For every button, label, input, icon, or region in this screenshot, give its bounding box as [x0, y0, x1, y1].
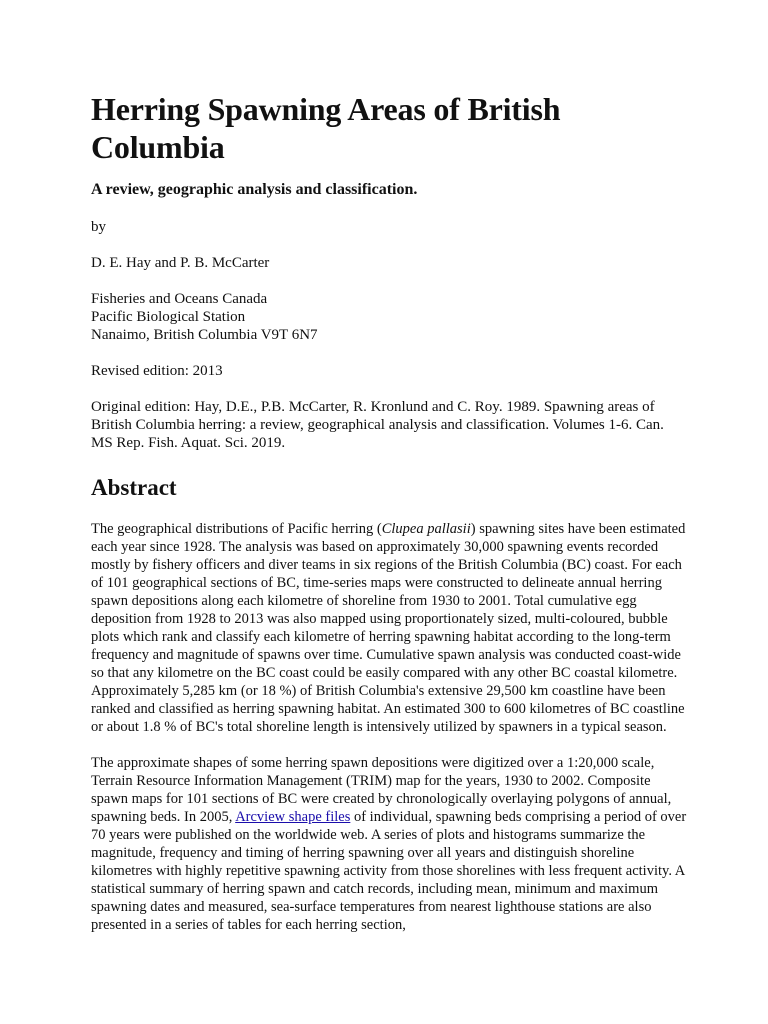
abstract-paragraph-2	[91, 754, 688, 934]
authors: D. E. Hay and P. B. McCarter	[91, 255, 270, 271]
byline: by	[91, 219, 106, 235]
affiliation-line-1: Fisheries and Oceans Canada	[91, 291, 268, 307]
abstract-p2-start: The approximate shapes of some herring spawn depositions were digitized over a 1:20,000 scale, Terrain Resource Information Management (TRIM) map for the years, 1930 to 2002. Composite spawn maps for 101 sections of BC were created by chronologically overlaying polygons of annual, spawning beds. In 2005,	[91, 755, 672, 825]
abstract-body	[91, 520, 688, 934]
affiliation-line-2: Pacific Biological Station	[91, 309, 246, 325]
abstract-p2-end: of individual, spawning beds comprising a period of over 70 years were published on the worldwide web. A series of plots and histograms summarize the magnitude, frequency and timing of herring spawning over all years and distinguish shoreline kilometres with highly repetitive spawning activity from those shorelines with less frequent activity. A statistical summary of herring spawn and catch records, including mean, minimum and maximum spawning dates and measured, sea-surface temperatures from nearest lighthouse stations are also presented in a series of tables for each herring section,	[91, 809, 687, 933]
arcview-shape-files-link[interactable]: Arcview shape files	[235, 809, 351, 825]
species-name: Clupea pallasii	[381, 521, 471, 537]
original-edition: Original edition: Hay, D.E., P.B. McCarter, R. Kronlund and C. Roy. 1989. Spawning areas of British Columbia herring: a review, geographical analysis and classification. Volumes 1-6. Can. MS Rep. Fish. Aquat. Sci. 2019.	[91, 399, 664, 451]
document-subtitle: A review, geographic analysis and classification.	[91, 181, 418, 198]
abstract-p1-end: ) spawning sites have been estimated each year since 1928. The analysis was based on approximately 30,000 spawning events recorded mostly by fishery officers and diver teams in six regions of the British Columbia (BC) coast. For each of 101 geographical sections of BC, time-series maps were constructed to delineate annual herring spawn depositions along each kilometre of shoreline from 1930 to 2001. Total cumulative egg deposition from 1928 to 2013 was also mapped using proportionately sized, multi-coloured, bubble plots which rank and classify each kilometre of herring spawning habitat according to the long-term frequency and magnitude of spawns over time. Cumulative spawn analysis was conducted coast-wide so that any kilometre on the BC coast could be easily compared with any other BC coastal kilometre. Approximately 5,285 km (or 18 %) of British Columbia's extensive 29,500 km coastline have been ranked and classified as herring spawning habitat. An estimated 300 to 600 kilometres of BC coastline or about 1.8 % of BC's total shoreline length is intensively utilized by spawners in a typical season.	[91, 521, 686, 735]
affiliation	[91, 290, 688, 344]
abstract-p1-start: The geographical distributions of Pacific herring (	[91, 521, 382, 537]
abstract-heading: Abstract	[91, 475, 177, 500]
revised-edition: Revised edition: 2013	[91, 363, 223, 379]
document-title: Herring Spawning Areas of British Columbia	[91, 91, 561, 165]
affiliation-line-3: Nanaimo, British Columbia V9T 6N7	[91, 327, 318, 343]
abstract-paragraph-1	[91, 520, 688, 736]
